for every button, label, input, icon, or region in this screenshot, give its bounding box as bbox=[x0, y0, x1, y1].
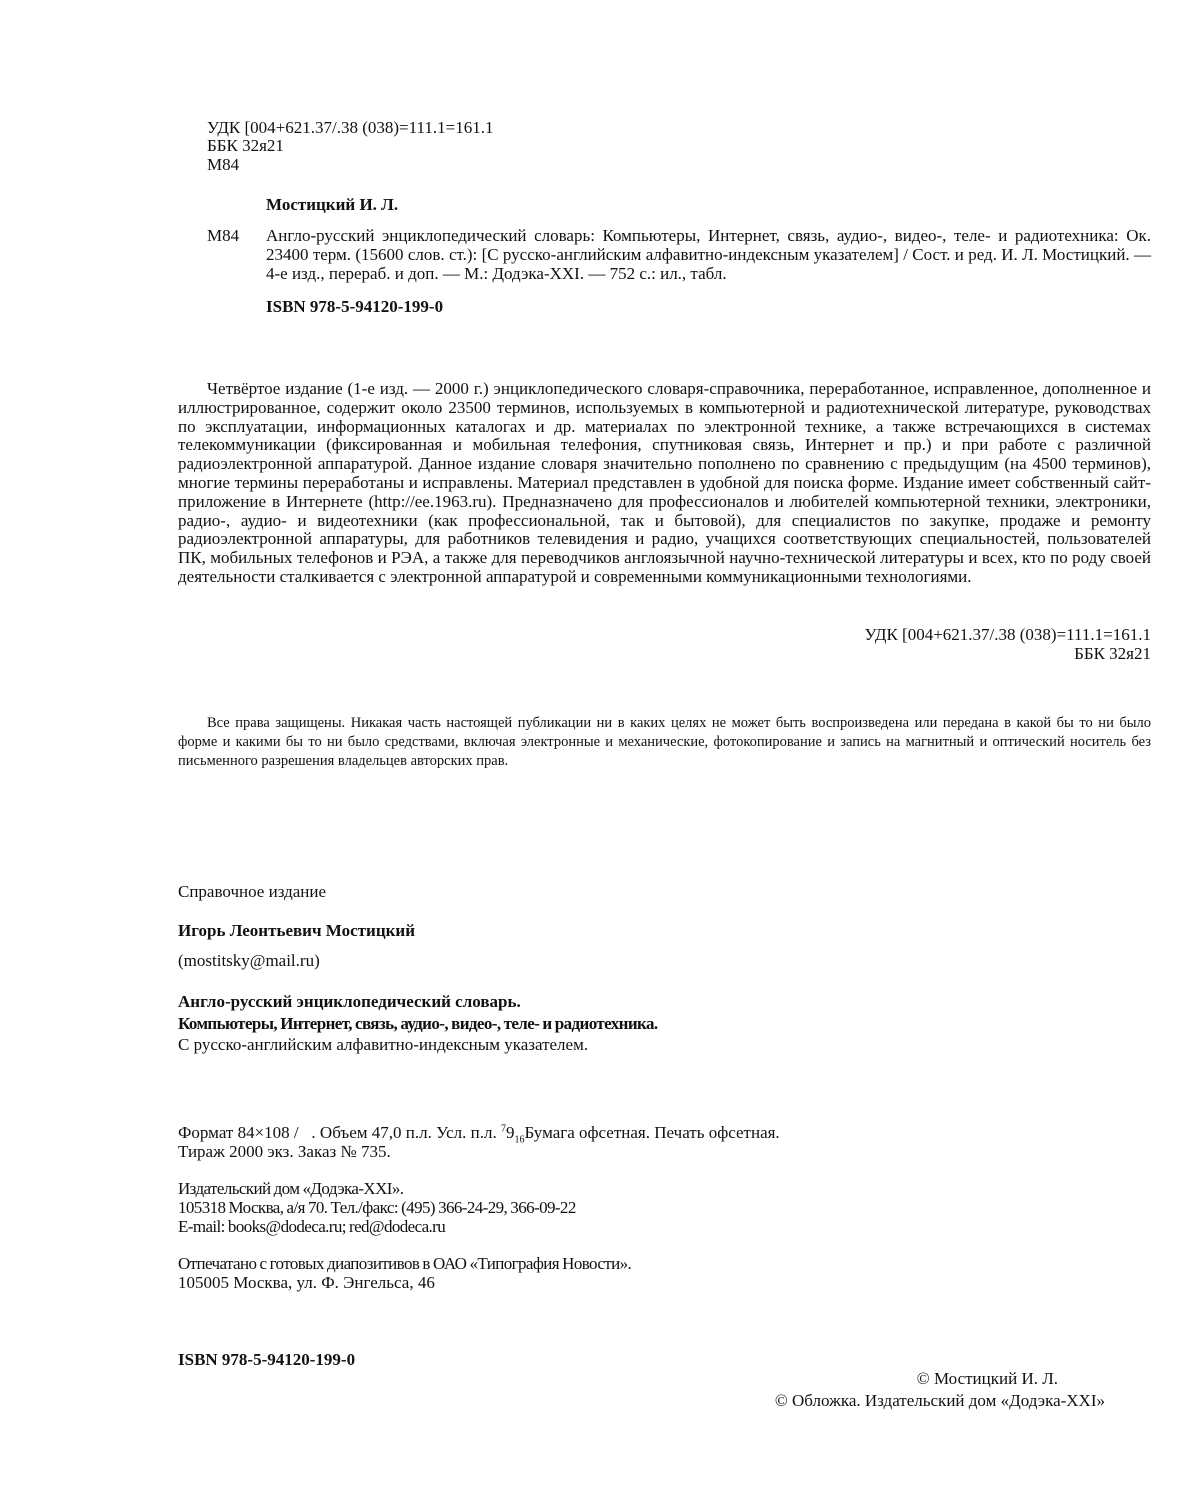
author-email: (mostitsky@mail.ru) bbox=[178, 951, 320, 970]
copyright-cover: © Обложка. Издательский дом «Додэка-XXI» bbox=[774, 1391, 1105, 1410]
publisher-name: Издательский дом «Додэка-XXI». bbox=[178, 1179, 404, 1198]
publisher-address: 105318 Москва, а/я 70. Тел./факс: (495) 366-24-29, 366-09-22 bbox=[178, 1198, 576, 1217]
author-mark-top: М84 bbox=[207, 155, 240, 174]
printer-name: Отпечатано с готовых диапозитивов в ОАО «Типография Новости». bbox=[178, 1254, 632, 1273]
udk-code-bottom: УДК [004+621.37/.38 (038)=111.1=161.1 bbox=[864, 625, 1151, 644]
publisher-email: E-mail: books@dodeca.ru; red@dodeca.ru bbox=[178, 1217, 446, 1236]
printer-address: 105005 Москва, ул. Ф. Энгельса, 46 bbox=[178, 1273, 435, 1292]
bbk-code-top: ББК 32я21 bbox=[207, 136, 284, 155]
format-value: 9 bbox=[505, 1123, 515, 1142]
catalog-author-mark: М84 bbox=[207, 226, 240, 245]
udk-code-top: УДК [004+621.37/.38 (038)=111.1=161.1 bbox=[207, 118, 494, 137]
bbk-code-bottom: ББК 32я21 bbox=[1074, 644, 1151, 663]
format-suffix: Бумага офсетная. Печать офсетная. bbox=[524, 1123, 780, 1142]
format-fraction-sup: 7 bbox=[500, 1123, 506, 1135]
copyright-author: © Мостицкий И. Л. bbox=[916, 1369, 1058, 1388]
format-prefix: Формат 84×108 / bbox=[178, 1123, 299, 1142]
rights-notice: Все права защищены. Никакая часть настоящей публикации ни в каких целях не может быть воспроизведена или передана в какой бы то ни было форме и какими бы то ни было средствами, включая электронные и механические, фотокопирование и запись на магнитный и оптический носитель без письменного разрешения владельцев авторских прав. bbox=[178, 715, 1151, 769]
isbn-bottom: ISBN 978-5-94120-199-0 bbox=[178, 1350, 356, 1369]
format-middle: . Объем 47,0 п.л. Усл. п.л. bbox=[311, 1123, 497, 1142]
publication-type: Справочное издание bbox=[178, 882, 327, 901]
book-title-line-1: Англо-русский энциклопедический словарь. bbox=[178, 992, 521, 1011]
book-title-line-3: С русско-английским алфавитно-индексным указателем. bbox=[178, 1035, 589, 1054]
catalog-isbn: ISBN 978-5-94120-199-0 bbox=[266, 297, 444, 316]
print-run: Тираж 2000 экз. Заказ № 735. bbox=[178, 1142, 391, 1161]
format-fraction-sub: 16 bbox=[514, 1134, 525, 1146]
format-details bbox=[178, 1123, 780, 1146]
author-full-name: Игорь Леонтьевич Мостицкий bbox=[178, 921, 415, 940]
catalog-author: Мостицкий И. Л. bbox=[266, 195, 399, 214]
book-title-line-2: Компьютеры, Интернет, связь, аудио-, видео-, теле- и радиотехника. bbox=[178, 1014, 658, 1033]
annotation-paragraph: Четвёртое издание (1-е изд. — 2000 г.) энциклопедического словаря-справочника, переработанное, исправленное, дополненное и иллюстрированное, содержит около 23500 терминов, используемых в компьютерной и радиотехнической литературе, руководствах по эксплуатации, информационных каталогах и др. материалах по электронной технике, а также встречающихся в системах телекоммуникации (фиксированная и мобильная телефония, спутниковая связь, Интернет и пр.) и при работе с различной радиоэлектронной аппаратурой. Данное издание словаря значительно пополнено по сравнению с предыдущим (на 4500 терминов), многие термины переработаны и исправлены. Материал представлен в удобной для поиска форме. Издание имеет собственный сайт-приложение в Интернете (http://ee.1963.ru). Предназначено для профессионалов и любителей компьютерной техники, электроники, радио-, аудио- и видеотехники (как профессиональной, так и бытовой), для специалистов по закупке, продаже и ремонту радиоэлектронной аппаратуры, для работников телевидения и радио, учащихся соответствующих специальностей, пользователей ПК, мобильных телефонов и РЭА, а также для переводчиков англоязычной научно-технической литературы и всех, кто по роду своей деятельности сталкивается с электронной аппаратурой и современными коммуникационными технологиями. bbox=[178, 379, 1151, 586]
catalog-description: Англо-русский энциклопедический словарь: Компьютеры, Интернет, связь, аудио-, видео-, теле- и радиотехника: Ок. 23400 терм. (15600 слов. ст.): [С русско-английским алфавитно-индексным указателем] / Сост. и ред. И. Л. Мостицкий. — 4-е изд., перераб. и доп. — М.: Додэка-XXI. — 752 с.: ил., табл. bbox=[266, 226, 1151, 283]
